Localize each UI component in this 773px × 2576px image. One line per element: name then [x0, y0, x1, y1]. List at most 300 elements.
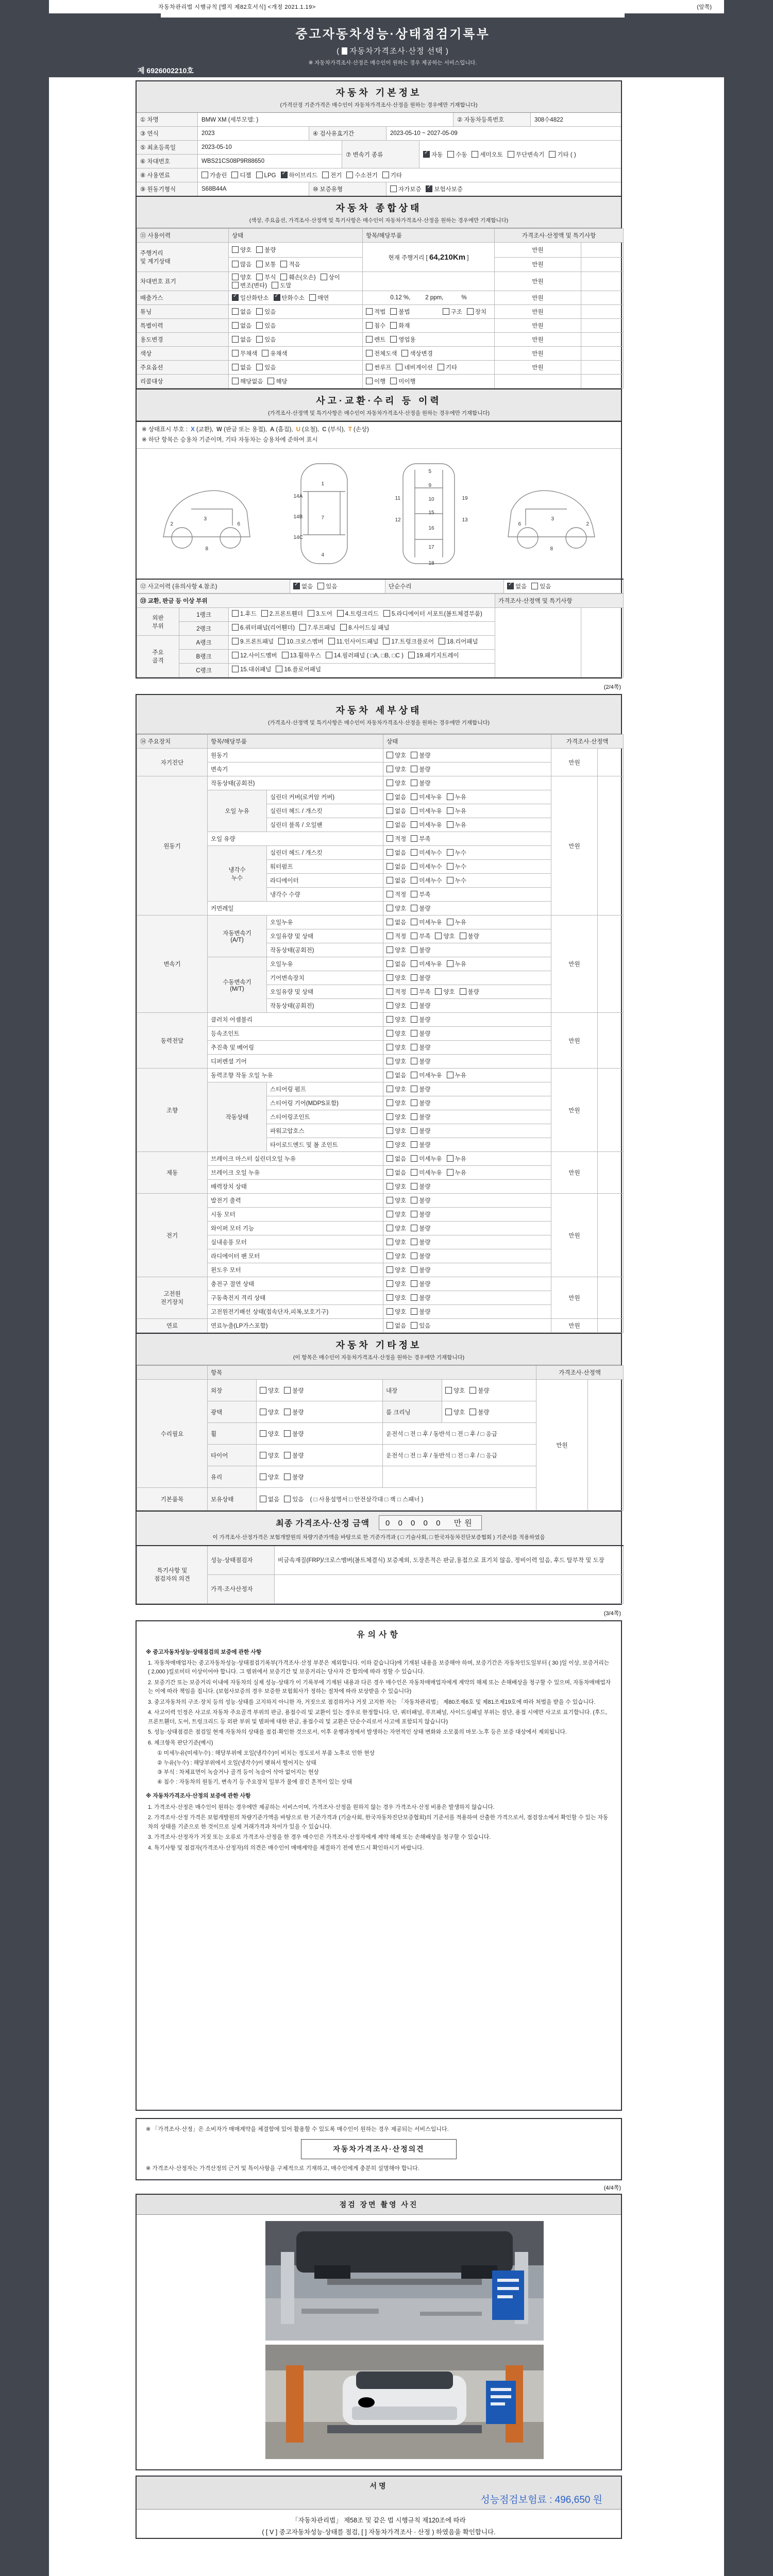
- panel-number: 11: [395, 496, 400, 502]
- panel-number: 2: [586, 521, 590, 528]
- table-cell: [229, 608, 495, 622]
- checkbox-label: 10.크로스멤버: [287, 639, 324, 646]
- checkbox-option: [411, 1308, 430, 1316]
- checkbox-option: [232, 246, 251, 254]
- checkbox-label: 있음: [264, 323, 276, 329]
- checkbox-option: [469, 1386, 489, 1395]
- table-row: [137, 1319, 624, 1333]
- checkbox-label: 색상변경: [410, 351, 433, 357]
- table-cell: [383, 762, 551, 776]
- checkbox-option: [435, 988, 455, 996]
- table-cell: [363, 333, 495, 347]
- inspection-value: 2023-05-10 ~ 2027-05-09: [386, 127, 621, 140]
- table-row: [137, 608, 624, 622]
- checkbox-label: 불량: [419, 1142, 431, 1149]
- checkbox-option: [281, 171, 318, 179]
- notice-item: 1. 가격조사·산정은 매수인이 원하는 경우에만 제공하는 서비스이며, 가격조사·산정을 원하지 않는 경우 가격조사·산정 비용은 발생하지 않습니다.: [148, 1804, 495, 1810]
- table-cell: [229, 361, 363, 375]
- table-row: [137, 1082, 624, 1096]
- table-cell: 등속조인트: [208, 1027, 383, 1041]
- section-accident-title: 사고·교환·수리 등 이력: [316, 396, 442, 406]
- table-row: [137, 291, 624, 305]
- table-cell: A랭크: [179, 636, 229, 650]
- final-price-band: [137, 1511, 621, 1545]
- checkbox-option: [411, 1280, 430, 1288]
- checkbox-option: [411, 1182, 430, 1191]
- table-cell: 가격조사·산정액 및 특기사항: [495, 594, 624, 608]
- checkbox-label: 기타 ( ): [557, 151, 576, 158]
- checkbox-label: 양호: [395, 1017, 407, 1024]
- checkbox-label: 불량: [419, 1003, 431, 1010]
- table-cell: 브레이크 마스터 실린더오일 누유: [208, 1152, 383, 1166]
- checkbox-icon: [262, 350, 268, 357]
- table-row: [137, 1235, 624, 1249]
- table-cell: 항목: [208, 1366, 536, 1380]
- checkbox-option: [340, 623, 389, 634]
- checkbox-label: 유채색: [270, 351, 288, 357]
- table-cell: 색상: [137, 347, 229, 361]
- checkbox-icon: [386, 1113, 393, 1120]
- checkbox-icon: [411, 1211, 417, 1217]
- checkbox-icon: [386, 1266, 393, 1273]
- checkbox-label: 기타: [445, 365, 458, 371]
- checkbox-label: 있음: [326, 584, 338, 590]
- table-cell: 상태: [383, 735, 551, 749]
- checkbox-icon: [531, 583, 538, 589]
- checkbox-option: [438, 363, 457, 371]
- table-cell: [383, 1082, 551, 1096]
- checkbox-label: 자동: [431, 151, 443, 158]
- checkbox-option: [366, 321, 385, 330]
- checkbox-label: 미세누유: [419, 808, 442, 815]
- table-cell: 만원: [551, 1069, 598, 1152]
- accident-history-options: [290, 579, 385, 594]
- table-cell: [598, 916, 624, 1013]
- checkbox-label: 불량: [467, 934, 479, 940]
- checkbox-option: [260, 1408, 279, 1416]
- status-code: T: [348, 427, 352, 433]
- checkbox-label: 적법: [374, 309, 386, 315]
- checkbox-icon: [447, 849, 453, 856]
- notice-item: 1. 자동차매매업자는 중고자동차성능·상태점검기록부(가격조사·산정 부분은 제외합니다. 이하 같습니다)에 기재된 내용을 보증해야 하며, 보증기간은 자동차인도일부터 ( 30 )일 이상, 보증거리는 ( 2,000 )킬로미터 이상이어야 합니다. 그 범위에서 보증기간 및 보증거리는 당사자 간 합의에 따라 정할 수 있습니다.: [148, 1659, 610, 1675]
- section-basic-header: [137, 81, 621, 113]
- checkbox-icon: [411, 1266, 417, 1273]
- checkbox-option: [447, 849, 466, 857]
- checkbox-label: 미세누유: [419, 1170, 442, 1177]
- table-row: [137, 1013, 624, 1027]
- table-row: [137, 957, 624, 971]
- panel-number: 8: [550, 546, 553, 552]
- table-cell: 0.12 %, 2 ppm, %: [363, 291, 495, 305]
- status-code: X: [191, 427, 195, 433]
- checkbox-option: [256, 246, 276, 254]
- signature-band: [137, 2477, 621, 2510]
- table-cell: [495, 608, 581, 677]
- table-cell: 작동상태(공회전): [267, 999, 383, 1013]
- table-cell: [383, 957, 551, 971]
- checkbox-icon: [386, 849, 393, 856]
- checkbox-icon: [284, 1473, 291, 1480]
- checkbox-label: 양호: [395, 975, 407, 982]
- checkbox-checked-icon: [281, 172, 288, 178]
- checkbox-option: [386, 1210, 406, 1218]
- checkbox-icon: [411, 1252, 417, 1259]
- checkbox-icon: [472, 151, 478, 158]
- table-row: [137, 749, 624, 762]
- accident-history-table: [137, 579, 624, 594]
- table-cell: 조향: [137, 1069, 208, 1152]
- notice-item: 2. 보증기간 또는 보증거리 이내에 자동차의 실제 성능·상태가 이 기록부에 기재된 내용과 다른 경우 매수인은 자동차매매업자에게 계약의 해제 또는 손해배상을 청구할 수 있으며, 자동차매매업자는 이에 따라 책임을 집니다. (보험사보증의 경우 보증한 보험회사가 정하는 절차에 따라 보상받을 수 있습니다): [148, 1679, 611, 1695]
- checkbox-option: [386, 1002, 406, 1010]
- checkbox-label: 적정: [395, 892, 407, 899]
- checkbox-label: 양호: [268, 1431, 280, 1437]
- checkbox-icon: [467, 308, 474, 315]
- checkbox-icon: [447, 863, 453, 870]
- section-basic-title: 자동차 기본정보: [335, 88, 422, 98]
- checkbox-icon: [386, 1044, 393, 1050]
- checkbox-label: 부식: [264, 275, 276, 281]
- checkbox-option: [411, 751, 430, 759]
- checkbox-label: 양호: [395, 1003, 407, 1010]
- checkbox-option: [386, 1321, 406, 1330]
- section-accident-header: [137, 388, 621, 421]
- table-cell: 오일 유량: [208, 832, 383, 846]
- checkbox-option: [411, 1057, 430, 1065]
- checkbox-icon: [411, 988, 417, 995]
- table-cell: [383, 749, 551, 762]
- checkbox-label: 없음: [395, 1170, 407, 1177]
- checkbox-icon: [469, 1387, 476, 1394]
- table-cell: 동력조향 작동 오일 누유: [208, 1069, 383, 1082]
- reg-no-label: ② 자동차등록번호: [453, 113, 530, 126]
- checkbox-label: 5.라디에이터 서포트(볼트체결부품): [391, 611, 482, 618]
- document-number: 제 6926002210호: [138, 66, 194, 75]
- checkbox-label: 양호: [395, 1059, 407, 1065]
- checkbox-option: [282, 651, 321, 662]
- table-cell: [257, 1423, 383, 1445]
- fuel-options: [197, 168, 621, 182]
- checkbox-label: 구조: [450, 309, 462, 315]
- section-comprehensive-note: (색상, 주요옵션, 가격조사·산정액 및 특기사항은 매수인이 자동차가격조사·산정을 원하는 경우에만 기재합니다): [249, 217, 509, 224]
- checkbox-icon: [447, 1155, 453, 1162]
- checkbox-label: 미세누유: [419, 794, 442, 801]
- checkbox-option: [337, 609, 379, 620]
- notice-subitem: ④ 침수 : 자동차의 원동기, 변속기 등 주요장치 일부가 물에 잠긴 흔적이 있는 상태: [157, 1778, 352, 1785]
- table-cell: [363, 319, 495, 333]
- checkbox-label: 없음: [395, 878, 407, 885]
- block-page2: [136, 694, 622, 1605]
- table-cell: 만원: [495, 333, 581, 347]
- checkbox-label: 없음: [515, 584, 527, 590]
- checkbox-option: [411, 1210, 430, 1218]
- checkbox-option: [366, 363, 391, 371]
- valuation-note-bottom: ※ 가격조사·산정자는 가격산정의 근거 및 특이사항을 구체적으로 기재하고, 매수인에게 충분히 설명해야 합니다.: [146, 2165, 419, 2172]
- table-cell: 수동변속기 (M/T): [208, 957, 267, 1013]
- table-cell: [383, 971, 551, 985]
- table-cell: [383, 1110, 551, 1124]
- checkbox-option: [386, 1113, 406, 1121]
- checkbox-icon: [232, 308, 239, 315]
- checkbox-label: 양호: [453, 1387, 465, 1394]
- checkbox-icon: [386, 766, 393, 772]
- checkbox-icon: [411, 933, 417, 939]
- checkbox-icon: [411, 905, 417, 911]
- table-cell: B랭크: [179, 650, 229, 664]
- checkbox-icon: [447, 1169, 453, 1176]
- checkbox-label: 누유: [455, 1073, 466, 1079]
- block-valuation-opinion: [136, 2118, 622, 2181]
- checkbox-label: 양호: [268, 1387, 280, 1394]
- checkbox-label: 15.대쉬패널: [240, 667, 272, 673]
- checkbox-label: 18.리어패널: [447, 639, 478, 646]
- checkbox-icon: [390, 336, 397, 343]
- checkbox-icon: [232, 282, 239, 289]
- table-cell: 작동상태(공회전): [208, 776, 383, 790]
- checkbox-option: [411, 1252, 430, 1260]
- table-cell: 타이어: [208, 1445, 257, 1466]
- table-row: [137, 790, 624, 804]
- checkbox-icon: [386, 1141, 393, 1148]
- checkbox-option: [411, 1015, 430, 1024]
- checkbox-option: [390, 308, 410, 316]
- table-cell: [383, 804, 551, 818]
- checkbox-checked-icon: [423, 151, 430, 158]
- checkbox-option: [256, 308, 276, 316]
- checkbox-option: [386, 779, 406, 787]
- table-row: [137, 1291, 624, 1305]
- document-title: 중고자동차성능·상태점검기록부: [295, 27, 490, 41]
- first-reg-value: 2023-05-10: [197, 141, 342, 154]
- checkbox-label: 하이브리드: [289, 173, 318, 179]
- year-label: ③ 연식: [137, 127, 197, 140]
- table-cell: [383, 1222, 551, 1235]
- checkbox-label: 양호: [395, 1031, 407, 1038]
- table-cell: 광택: [208, 1401, 257, 1423]
- checkbox-label: 미세누수: [419, 864, 442, 871]
- checkbox-icon: [411, 766, 417, 772]
- checkbox-label: 누유: [455, 822, 466, 829]
- checkbox-label: 누유: [455, 920, 466, 926]
- checkbox-icon: [411, 1294, 417, 1301]
- checkbox-icon: [284, 1496, 291, 1502]
- checkbox-option: [447, 876, 466, 885]
- checkbox-icon: [411, 849, 417, 856]
- checkbox-icon: [386, 1155, 393, 1162]
- checkbox-option: [390, 185, 421, 193]
- checkbox-option: [386, 1015, 406, 1024]
- table-cell: 동력전달: [137, 1013, 208, 1069]
- checkbox-icon: [232, 624, 239, 631]
- table-row: [137, 1380, 624, 1401]
- checkbox-checked-icon: [426, 185, 432, 192]
- table-cell: [383, 1235, 551, 1249]
- checkbox-icon: [309, 294, 316, 301]
- checkbox-option: [411, 793, 442, 801]
- checkbox-option: [326, 651, 404, 662]
- table-cell: [383, 1124, 551, 1138]
- section-detail-title: 자동차 세부상태: [335, 705, 422, 716]
- checkbox-icon: [386, 752, 393, 758]
- checkbox-label: 없음: [268, 1496, 280, 1503]
- checkbox-option: [447, 793, 466, 801]
- checkbox-label: 미세누유: [419, 1073, 442, 1079]
- notice-item: 4. 사고이력 인정은 사고로 자동차 주요골격 부위의 판금, 용접수리 및 교환이 있는 경우로 한정합니다. 단, 쿼터패널, 루프패널, 사이드실패널 부위는 절단, 용접 시에만 사고로 표기합니다. (후드, 프론트휀더, 도어, 트렁크리드 등 외판 부위 및 범퍼에 대한 판금, 용접수리 및 교환은 단순수리로서 사고에 포함되지 않습니다): [148, 1709, 607, 1725]
- inspection-insurance-fee: 성능점검보험료 : 496,650 원: [480, 2495, 602, 2506]
- checkbox-option: [447, 1168, 466, 1177]
- document-page: [49, 0, 724, 2576]
- checkbox-option: [386, 1308, 406, 1316]
- table-row: [137, 579, 624, 594]
- table-cell: C랭크: [179, 664, 229, 677]
- table-cell: 내장: [383, 1380, 442, 1401]
- checkbox-label: 상이: [328, 275, 340, 281]
- checkbox-option: [386, 1085, 406, 1093]
- checkbox-option: [401, 349, 432, 358]
- checkbox-icon: [411, 946, 417, 953]
- checkbox-icon: [447, 151, 454, 158]
- checkbox-icon: [232, 350, 239, 357]
- table-cell: ⑭ 주요장치: [137, 735, 208, 749]
- checkbox-option: [382, 171, 402, 179]
- table-row: [137, 361, 624, 375]
- checkbox-option: [309, 294, 329, 302]
- opinion-role: 가격·조사산정자: [208, 1574, 275, 1603]
- accident-history-label: ⑫ 사고이력 (유의사항 4.참조): [137, 579, 290, 594]
- engine-type-label: ⑨ 원동기형식: [137, 182, 197, 196]
- checkbox-option: [386, 862, 406, 871]
- checkbox-icon: [386, 1072, 393, 1078]
- checkbox-option: [267, 377, 287, 385]
- notice-item: 3. 중고자동차의 구조·장치 등의 성능·상태를 고지하지 아니한 자, 거짓으로 점검하거나 거짓 고지한 자는 「자동차관리법」 제80조제6호 및 제81조제19호에 따라 처벌을 받을 수 있습니다.: [148, 1699, 596, 1705]
- table-cell: 만원: [551, 749, 598, 776]
- checkbox-label: 없음: [395, 1323, 407, 1330]
- inspector-opinion-table: [137, 1545, 624, 1604]
- checkbox-label: 불량: [419, 781, 431, 787]
- notice-item: 2. 가격조사·산정 가격은 보험개발원의 차량기준가액을 바탕으로 한 기준가격과 (기술사회, 한국자동차진단보증협회)의 기준서를 적용하여 산출한 가격으로서, 점검장소에서 확인할 수 있는 자동차의 상태를 기준으로 한 것이므로 실제 거래가격과 차이가 있을 수 있습니다.: [148, 1815, 609, 1830]
- table-row: [137, 1055, 624, 1069]
- checkbox-label: 11.인사이드패널: [336, 639, 379, 646]
- checkbox-option: [411, 988, 430, 996]
- checkbox-icon: [390, 185, 397, 192]
- checkbox-icon: [256, 322, 263, 329]
- table-cell: [383, 1249, 551, 1263]
- checkbox-icon: [411, 752, 417, 758]
- checkbox-option: [232, 335, 251, 344]
- title-rule: [161, 13, 625, 18]
- checkbox-icon: [445, 1409, 452, 1415]
- detail-state-table: [137, 734, 624, 1333]
- checkbox-label: 없음: [240, 309, 252, 315]
- table-cell: [383, 1319, 551, 1333]
- table-cell: [383, 999, 551, 1013]
- checkbox-icon: [340, 624, 347, 631]
- checkbox-icon: [260, 1452, 266, 1459]
- checkbox-label: 3.도어: [315, 611, 332, 618]
- checkbox-label: 적정: [395, 836, 407, 843]
- checkbox-option: [386, 751, 406, 759]
- checkbox-option: [447, 807, 466, 815]
- table-cell: 오일 누유: [208, 790, 267, 832]
- checkbox-option: [411, 1238, 430, 1246]
- table-cell: [598, 1277, 624, 1319]
- checkbox-icon: [256, 246, 263, 253]
- table-cell: 구동축전지 격리 상태: [208, 1291, 383, 1305]
- checkbox-label: 도말: [280, 283, 292, 289]
- checkbox-label: 없음: [240, 337, 252, 343]
- checkbox-checked-icon: [274, 294, 280, 301]
- opinion-text: 비금속재질(FRP)/크로스멤버(볼트체결식) 보증제외, 도장흔적은 판금,용접으로 표기치 않음, 정비이력 있음, 후드 탈부착 및 도장: [275, 1546, 624, 1574]
- table-cell: [581, 257, 624, 272]
- car-name-value: BMW XM (세부모델: ): [197, 113, 453, 126]
- checkbox-option: [411, 1085, 430, 1093]
- checkbox-option: [366, 335, 385, 344]
- checkbox-label: 양호: [395, 1128, 407, 1135]
- table-cell: [383, 1208, 551, 1222]
- table-cell: 파워고압호스: [267, 1124, 383, 1138]
- checkbox-icon: [260, 1496, 266, 1502]
- table-cell: 만원: [495, 361, 581, 375]
- table-cell: 만원: [495, 347, 581, 361]
- checkbox-icon: [396, 364, 402, 370]
- checkbox-icon: [276, 666, 282, 672]
- checkbox-label: 양호: [443, 934, 455, 940]
- vin-label: ⑥ 차대번호: [137, 155, 197, 168]
- checkbox-option: [411, 1168, 442, 1177]
- table-cell: 원동기: [137, 776, 208, 916]
- panel-number: 6: [518, 521, 522, 528]
- status-code: U: [296, 427, 300, 433]
- car-diagram-bottom: [390, 460, 467, 568]
- table-cell: [581, 272, 624, 291]
- checkbox-option: [386, 765, 406, 773]
- checkbox-label: 양호: [395, 1309, 407, 1316]
- checkbox-option: [317, 582, 337, 590]
- table-row: [137, 1277, 624, 1291]
- panel-number: 14C: [293, 535, 303, 541]
- simple-repair-label: 단순수리: [385, 579, 504, 594]
- checkbox-label: 불량: [419, 1087, 431, 1093]
- checkbox-option: [411, 1043, 430, 1052]
- checkbox-option: [411, 1294, 430, 1302]
- table-cell: 스티어링 기어(MDPS포함): [267, 1096, 383, 1110]
- section-detail-note: (가격조사·산정액 및 특기사항은 매수인이 자동차가격조사·산정을 원하는 경우에만 기재합니다): [268, 720, 490, 726]
- table-cell: [383, 1096, 551, 1110]
- checkbox-icon: [386, 1308, 393, 1315]
- checkbox-icon: [411, 1016, 417, 1023]
- table-cell: 상태: [229, 229, 363, 243]
- checkbox-option: [293, 582, 313, 590]
- checkbox-label: 있음: [419, 1323, 431, 1330]
- table-cell: 변속기: [137, 916, 208, 1013]
- checkbox-icon: [386, 1225, 393, 1231]
- checkbox-label: 전체도색: [374, 351, 397, 357]
- section-basic-note: (가격산정 기준가격은 매수인이 자동차가격조사·산정을 원하는 경우에만 기재합니다): [280, 102, 478, 108]
- checkbox-label: 변조(변타): [240, 283, 267, 289]
- panel-number: 18: [428, 561, 434, 567]
- checkbox-label: 수소전기: [355, 173, 378, 179]
- simple-repair-options: [504, 579, 624, 594]
- checkbox-icon: [386, 891, 393, 897]
- title-band: [49, 13, 724, 77]
- table-cell: 기어변속장치: [267, 971, 383, 985]
- table-cell: [229, 347, 363, 361]
- checkbox-icon: [386, 1169, 393, 1176]
- checkbox-label: 양호: [268, 1452, 280, 1459]
- table-cell: 항목/해당부품: [208, 735, 383, 749]
- checkbox-icon: [346, 172, 353, 178]
- table-cell: [383, 888, 551, 902]
- checkbox-label: 적정: [395, 934, 407, 940]
